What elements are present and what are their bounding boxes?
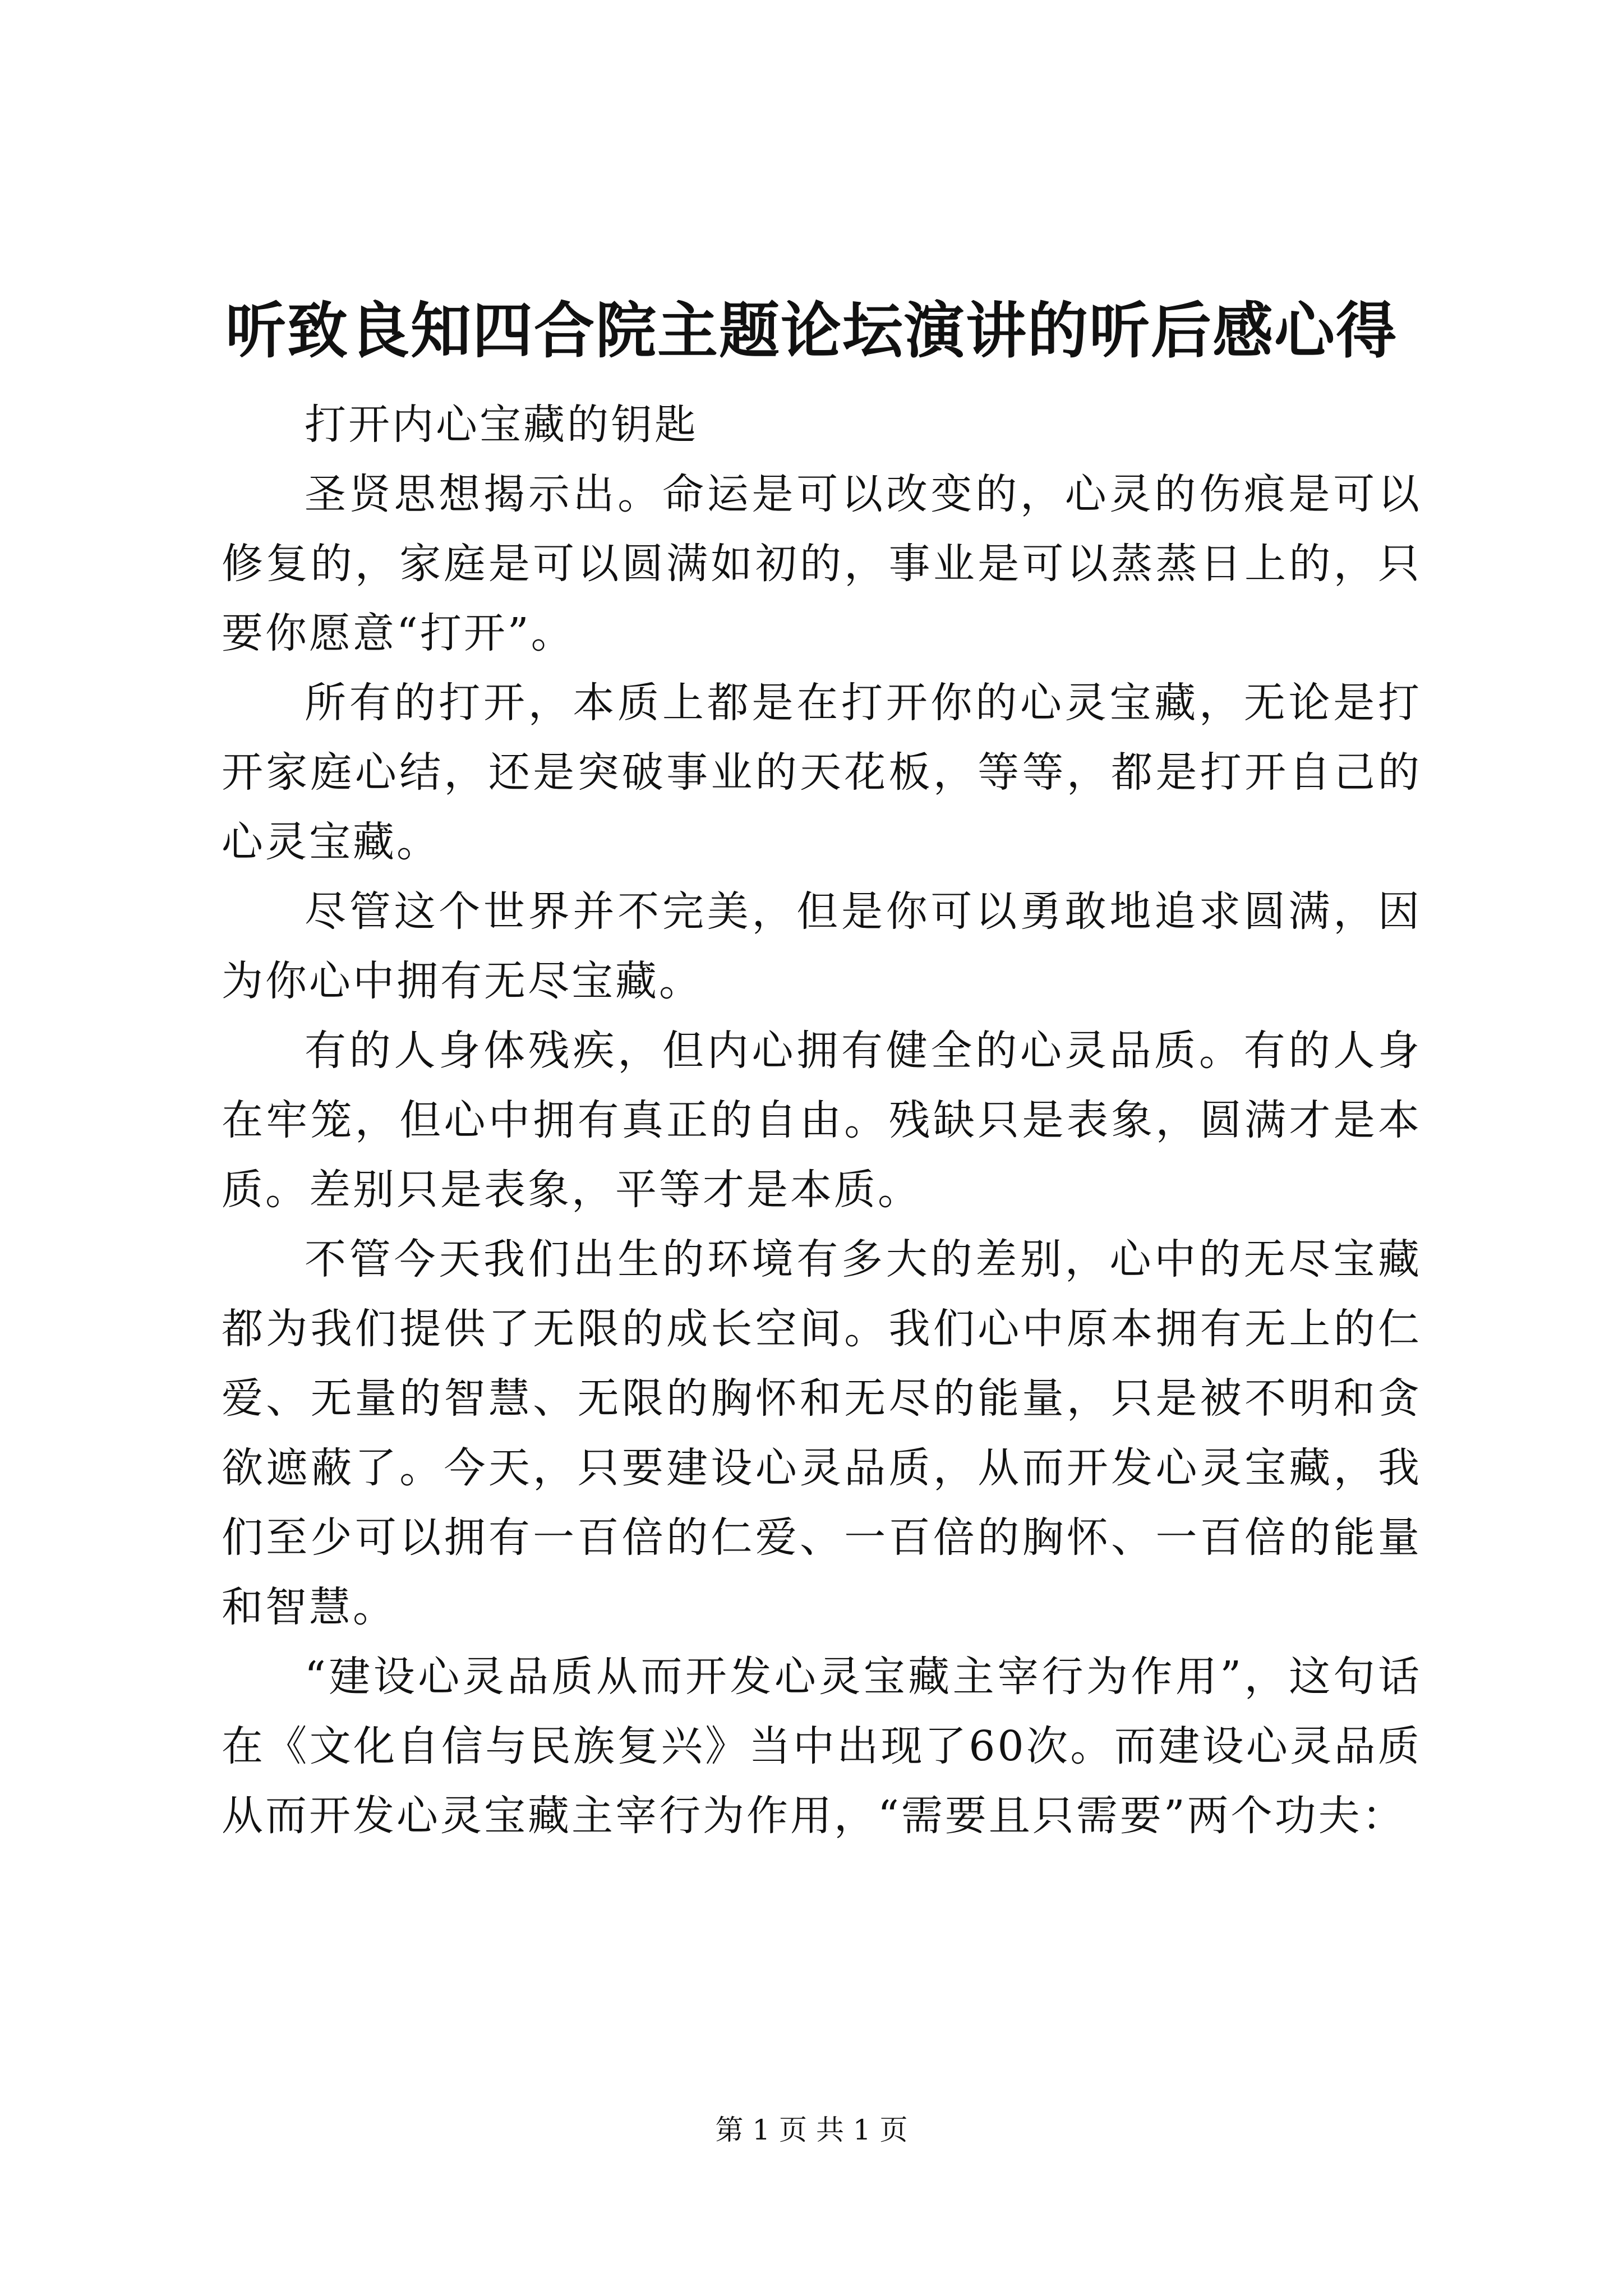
document-title: 听致良知四合院主题论坛演讲的听后感心得 (225, 296, 1398, 366)
paragraph-subtitle: 打开内心宝藏的钥匙 (305, 401, 698, 449)
paragraph: “建设心灵品质从而开发心灵宝藏主宰行为作用”，这句话在《文化自信与民族复兴》当中出现了60次。而建设心灵品质从而开发心灵宝藏主宰行为作用，“需要且只需要”两个功夫： (222, 1653, 1422, 1840)
paragraph: 不管今天我们出生的环境有多大的差别，心中的无尽宝藏都为我们提供了无限的成长空间。我们心中原本拥有无上的仁爱、无量的智慧、无限的胸怀和无尽的能量，只是被不明和贪欲遮蔽了。今天，只要建设心灵品质，从而开发心灵宝藏，我们至少可以拥有一百倍的仁爱、一百倍的胸怀、一百倍的能量和智慧。 (222, 1235, 1422, 1631)
paragraph: 所有的打开，本质上都是在打开你的心灵宝藏，无论是打开家庭心结，还是突破事业的天花板，等等，都是打开自己的心灵宝藏。 (222, 679, 1422, 866)
document-body (222, 390, 1422, 1851)
paragraph: 尽管这个世界并不完美，但是你可以勇敢地追求圆满，因为你心中拥有无尽宝藏。 (222, 887, 1422, 1005)
page-footer: 第 1 页 共 1 页 (715, 2114, 908, 2146)
paragraph: 有的人身体残疾，但内心拥有健全的心灵品质。有的人身在牢笼，但心中拥有真正的自由。残缺只是表象，圆满才是本质。差别只是表象，平等才是本质。 (222, 1027, 1422, 1214)
paragraph: 圣贤思想揭示出。命运是可以改变的，心灵的伤痕是可以修复的，家庭是可以圆满如初的，事业是可以蒸蒸日上的，只要你愿意“打开”。 (222, 470, 1422, 657)
